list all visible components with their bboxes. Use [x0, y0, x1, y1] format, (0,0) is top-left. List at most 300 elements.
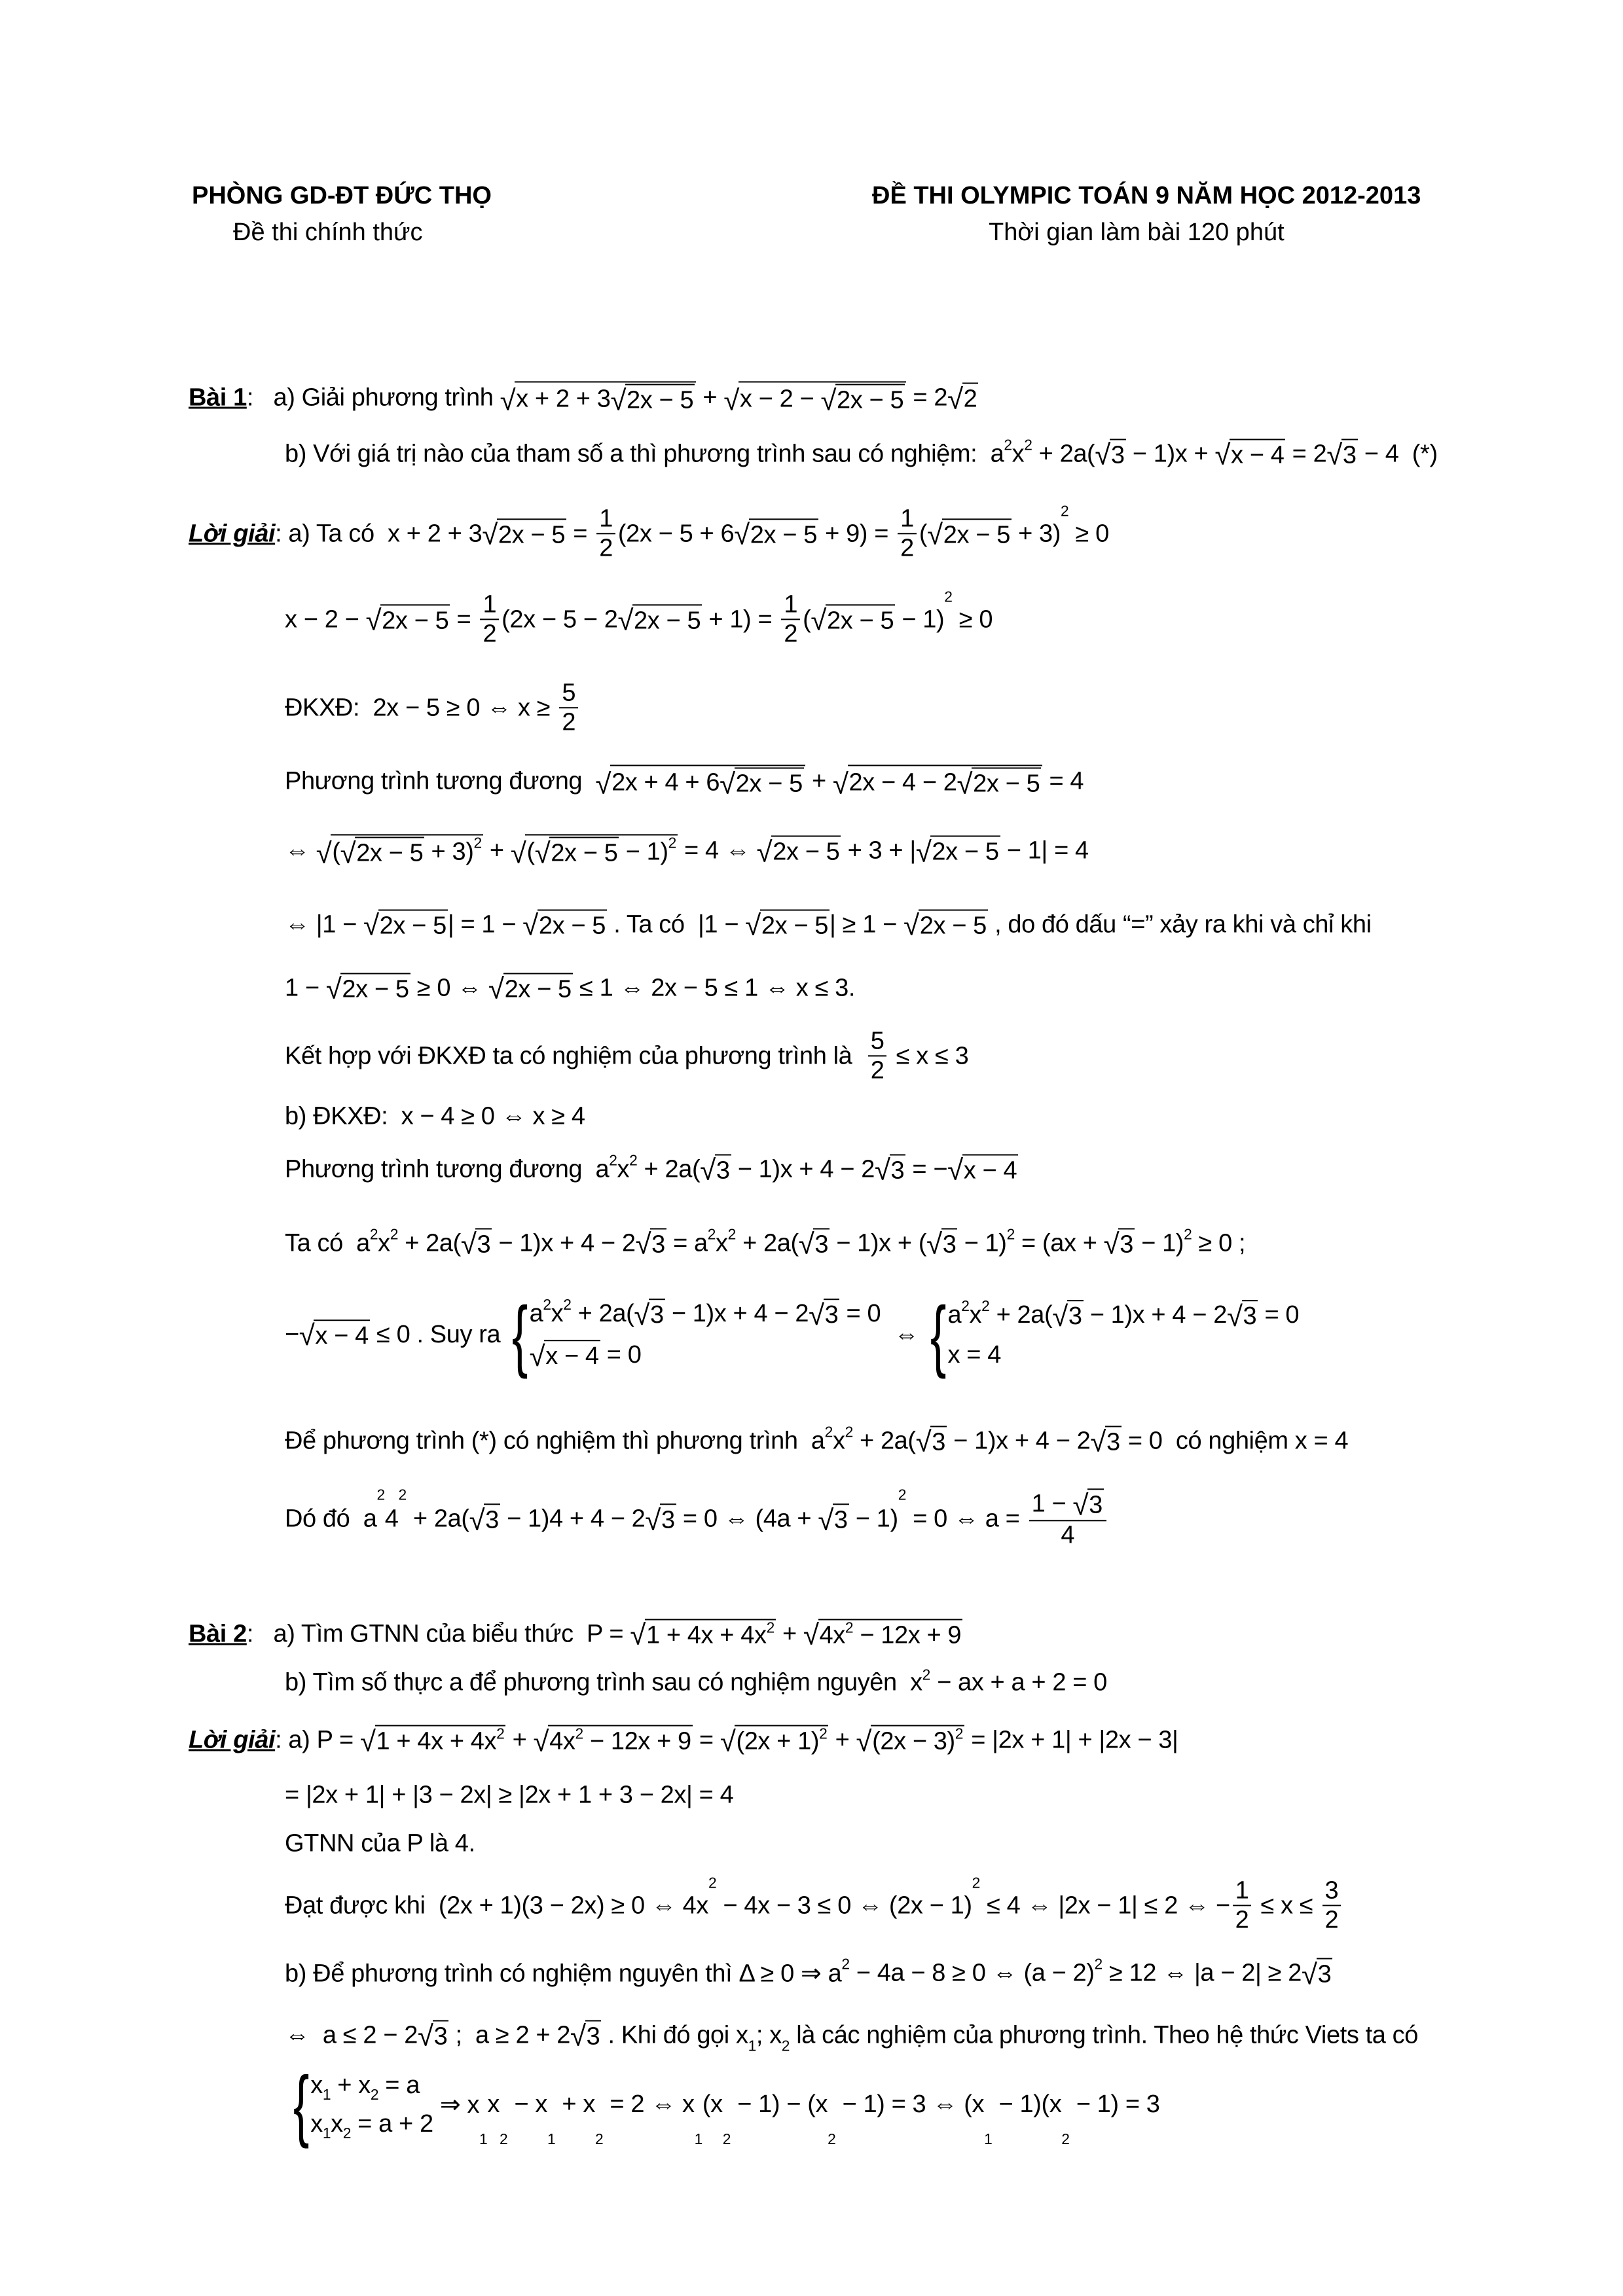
math-text: − 4 (*): [1357, 440, 1438, 468]
radicand: [378, 910, 448, 941]
text-line: [285, 1151, 1018, 1187]
radical-sign-icon: √: [617, 604, 634, 637]
math-text: (: [803, 605, 811, 633]
subscript: 2: [499, 2130, 508, 2148]
math-text: 2: [562, 708, 576, 736]
radical-sign-icon: √: [534, 837, 551, 870]
math-text: x: [310, 2109, 323, 2138]
math-text: = 4: [1042, 767, 1084, 795]
denominator: [781, 620, 800, 649]
text-line: [285, 910, 1372, 941]
square-root: [820, 384, 905, 415]
math-text: 3: [1110, 441, 1125, 469]
math-text: − 1): [895, 605, 945, 633]
math-text: 2x − 5: [356, 839, 424, 867]
text-line: [285, 2020, 1419, 2054]
math-text: 3: [814, 1230, 829, 1259]
math-text: − 1)x + 4 − 2: [665, 1300, 809, 1328]
math-text: = a: [666, 1229, 708, 1257]
math-text: 3: [942, 1230, 957, 1259]
radical-sign-icon: √: [756, 836, 773, 869]
math-group: [740, 384, 905, 415]
fraction: [781, 590, 800, 649]
math-text: 2: [1324, 1906, 1339, 1934]
math-text: − x: [507, 2090, 547, 2119]
radicand: [549, 837, 619, 868]
radicand: [1087, 1489, 1104, 1520]
math-text: − 1): [957, 1229, 1007, 1257]
text-line: [285, 1225, 1246, 1261]
superscript: 2: [961, 1297, 970, 1315]
square-root: [1052, 1300, 1083, 1331]
system-row: [530, 1340, 881, 1371]
square-root: [811, 604, 895, 635]
numerator: [868, 1027, 887, 1057]
square-root: [630, 1619, 775, 1649]
subscript: 2: [722, 2130, 731, 2148]
math-text: 3: [586, 2022, 600, 2051]
text-line: [189, 1725, 1178, 1756]
radical-sign-icon: √: [832, 768, 848, 800]
radical-sign-icon: √: [359, 1725, 376, 1758]
numerator: [898, 505, 917, 535]
math-text: 3: [1106, 1428, 1120, 1456]
subscript: 1: [322, 2085, 331, 2103]
math-text: 1: [599, 505, 613, 533]
radical-sign-icon: √: [325, 973, 342, 1005]
radical-sign-icon: √: [734, 518, 750, 551]
superscript: 2: [473, 834, 482, 852]
math-text: − 1)x + 4 − 2: [1083, 1301, 1227, 1329]
radical-sign-icon: √: [500, 384, 516, 417]
square-root: [856, 1725, 965, 1756]
denominator: [480, 620, 499, 649]
math-text: 1 −: [285, 974, 326, 1002]
radical-sign-icon: √: [529, 1340, 545, 1372]
square-root: [1302, 1958, 1332, 1989]
subscript: 1: [547, 2130, 556, 2148]
math-text: 3: [1120, 1230, 1133, 1259]
math-text: b) ĐKXĐ: x − 4 ≥ 0 ⇔ x ≥ 4: [285, 1102, 585, 1130]
equation-system: [507, 1289, 881, 1379]
square-root: [745, 910, 830, 941]
fraction: [480, 590, 499, 649]
square-root: [482, 518, 566, 549]
subscript: 2: [828, 2130, 836, 2148]
math-text: 4x: [819, 1621, 845, 1649]
square-root: [363, 910, 448, 941]
square-root: [809, 1299, 839, 1330]
square-root: [916, 836, 1000, 867]
system-row: [310, 2109, 433, 2142]
math-text: : a) P =: [275, 1726, 360, 1754]
curly-brace-icon: {: [930, 1289, 947, 1379]
math-text: = |2x + 1| + |3 − 2x| ≥ |2x + 1 + 3 − 2x| = 4: [285, 1781, 734, 1809]
math-text: : a) Tìm GTNN của biểu thức P =: [246, 1620, 630, 1648]
math-text: 3: [661, 1506, 675, 1534]
text-line: [285, 587, 993, 649]
radical-sign-icon: √: [634, 1299, 649, 1331]
square-root: [916, 1426, 947, 1456]
square-root: [818, 1504, 848, 1535]
square-root: [757, 836, 841, 867]
text-line: [285, 1830, 475, 1858]
numerator: [1029, 1489, 1106, 1522]
math-group: [332, 834, 482, 870]
radicand: [1317, 1958, 1333, 1989]
math-text: + 2a(: [1032, 440, 1095, 468]
math-text: ≥ 12 ⇔ |a − 2| ≥ 2: [1102, 1959, 1302, 1987]
square-root: [570, 2020, 601, 2051]
math-text: ≤ x ≤ 3: [889, 1042, 969, 1070]
math-text: + 3): [424, 838, 474, 866]
fraction: [559, 679, 578, 737]
math-text: 3: [649, 1301, 664, 1329]
radicand: [749, 518, 818, 549]
math-text: − 12x + 9: [583, 1727, 691, 1755]
square-root: [700, 1155, 731, 1185]
radical-sign-icon: √: [809, 1299, 824, 1331]
math-text: 2: [963, 385, 977, 413]
curly-brace-icon: {: [293, 2060, 310, 2149]
math-text: 3: [716, 1157, 730, 1185]
square-root: [469, 1504, 500, 1535]
math-text: ≤ x ≤: [1254, 1892, 1320, 1920]
math-text: − 1): [848, 1505, 898, 1533]
math-text: (2x − 5 + 6: [617, 520, 735, 548]
math-text: 3: [1317, 1960, 1332, 1988]
numerator: [1322, 1876, 1341, 1907]
square-root: [299, 1319, 370, 1350]
radicand: [538, 910, 607, 941]
curly-brace-icon: {: [512, 1289, 528, 1379]
math-text: x: [1012, 440, 1025, 468]
square-root: [803, 1619, 962, 1649]
radicand: [835, 384, 905, 415]
subscript: 2: [370, 2085, 379, 2103]
radical-sign-icon: √: [340, 837, 356, 870]
radical-sign-icon: √: [700, 1154, 716, 1187]
department-name: PHÒNG GD-ĐT ĐỨC THỌ: [192, 182, 492, 209]
radical-sign-icon: √: [723, 384, 739, 417]
math-group: [736, 1725, 828, 1756]
math-text: + 3): [1011, 520, 1061, 548]
radical-sign-icon: √: [803, 1619, 819, 1651]
fraction: [1233, 1876, 1252, 1935]
numerator: [480, 590, 499, 620]
math-group: [646, 1621, 775, 1649]
radicand: [771, 836, 841, 867]
exam-status: Đề thi chính thức: [233, 219, 423, 246]
radical-sign-icon: √: [418, 2020, 433, 2053]
math-text: 2x − 5: [382, 607, 449, 634]
math-text: x: [331, 2109, 343, 2138]
superscript: 2: [922, 1666, 930, 1683]
radicand: [548, 1725, 693, 1756]
radicand: [1067, 1300, 1084, 1331]
text-line: [285, 1423, 1349, 1458]
superscript: 2: [766, 1619, 775, 1636]
radical-sign-icon: √: [926, 1228, 942, 1261]
numerator: [596, 505, 615, 535]
math-text: x − 4: [1231, 441, 1285, 469]
math-text: x + 2 + 3: [516, 385, 611, 413]
math-text: ≤ 0 . Suy ra: [369, 1321, 507, 1348]
subscript: 1: [748, 2037, 756, 2054]
math-group: [611, 768, 804, 798]
math-text: : a) Ta có x + 2 + 3: [275, 520, 483, 548]
radicand: [919, 910, 988, 941]
radicand: [375, 1725, 506, 1756]
radicand: [610, 765, 805, 798]
square-root: [360, 1725, 505, 1756]
radicand: [813, 1228, 830, 1259]
radicand: [1110, 439, 1126, 470]
solution-label: Lời giải: [189, 1726, 276, 1754]
math-text: x: [378, 1229, 390, 1257]
math-text: 5: [870, 1026, 884, 1054]
math-text: a: [947, 1301, 962, 1329]
math-text: + 2a(: [735, 1229, 799, 1257]
math-text: + x: [331, 2071, 371, 2099]
superscript: 2: [609, 1151, 617, 1169]
math-text: 3: [824, 1301, 839, 1329]
math-text: =: [692, 1726, 720, 1754]
math-text: = −: [905, 1155, 948, 1183]
math-text: = 0: [1258, 1301, 1300, 1329]
section-label: Bài 2: [189, 1620, 247, 1648]
superscript: 2: [1061, 502, 1069, 520]
text-line: [285, 679, 581, 737]
superscript: 2: [824, 1423, 833, 1441]
superscript: 2: [1094, 1955, 1103, 1973]
radical-sign-icon: √: [811, 604, 826, 637]
square-root: [645, 1504, 676, 1535]
math-text: ⇔: [881, 1321, 926, 1348]
math-group: [872, 1725, 964, 1756]
square-root: [1326, 439, 1357, 470]
math-text: +: [505, 1726, 534, 1754]
math-text: x − 4: [963, 1157, 1017, 1185]
math-text: 2x − 5: [538, 912, 606, 940]
numerator: [781, 590, 800, 620]
square-root: [500, 382, 697, 415]
system-rows: [947, 1297, 1300, 1370]
math-group: [376, 1725, 505, 1756]
radicand: [585, 2020, 602, 2051]
radicand: [715, 1155, 731, 1185]
fraction: [868, 1027, 887, 1085]
math-text: . Ta có |1 −: [607, 910, 746, 939]
radicand: [1242, 1300, 1258, 1331]
math-text: (x: [702, 2090, 723, 2119]
math-text: − 1): [619, 838, 668, 866]
radical-sign-icon: √: [818, 1504, 833, 1536]
math-text: 2x − 5: [773, 838, 840, 866]
subscript: 1: [694, 2130, 702, 2148]
math-text: ≥ 0: [952, 605, 993, 633]
radical-sign-icon: √: [874, 1154, 890, 1187]
math-text: 2x − 5: [919, 912, 987, 940]
math-text: − 1) = 3: [1069, 2090, 1160, 2119]
math-text: ≥ 0 ⇔: [410, 974, 489, 1002]
denominator: [596, 535, 615, 564]
square-root: [636, 1228, 666, 1259]
radicand: [890, 1155, 906, 1185]
subscript: 2: [594, 2130, 604, 2148]
math-text: ⇔ a ≤ 2 − 2: [285, 2021, 418, 2049]
math-text: 4: [384, 1505, 399, 1533]
math-text: + 2a(: [852, 1427, 916, 1455]
superscript: 2: [496, 1725, 505, 1742]
math-text: 2x − 5: [837, 386, 904, 414]
square-root: [903, 910, 988, 941]
math-text: + 2a(: [571, 1300, 634, 1328]
radicand: [1105, 1426, 1122, 1456]
square-root: [927, 518, 1012, 549]
radical-sign-icon: √: [1214, 439, 1231, 471]
denominator: [559, 709, 578, 738]
math-text: 2: [599, 534, 613, 562]
math-text: 2: [900, 534, 914, 562]
math-text: b) Để phương trình có nghiệm nguyên thì Δ ≥ 0 ⇒ a: [285, 1960, 842, 1988]
math-text: ĐKXĐ: 2x − 5 ≥ 0 ⇔ x ≥: [285, 694, 557, 722]
radicand: [735, 768, 804, 798]
superscript: 2: [944, 587, 953, 605]
radical-sign-icon: √: [1072, 1489, 1089, 1522]
math-text: +: [775, 1620, 803, 1648]
radicand: [818, 1619, 963, 1649]
superscript: 2: [390, 1225, 399, 1243]
radical-sign-icon: √: [1090, 1426, 1106, 1458]
radical-sign-icon: √: [469, 1504, 485, 1536]
math-text: − 1)(x: [992, 2090, 1062, 2119]
math-text: (2x − 3): [872, 1727, 955, 1755]
radical-sign-icon: √: [1226, 1300, 1243, 1333]
math-text: = 0 ⇔ (4a +: [676, 1505, 818, 1533]
radicand: [826, 604, 895, 635]
square-root: [418, 2020, 448, 2051]
math-text: ⇔ |1 −: [285, 910, 364, 939]
math-text: x: [310, 2071, 323, 2099]
superscript: 2: [981, 1297, 990, 1315]
section-label: Bài 1: [189, 384, 247, 412]
math-text: x = 4: [947, 1341, 1001, 1369]
text-line: [285, 1486, 1109, 1550]
square-root: [488, 973, 573, 1003]
exam-title: ĐỀ THI OLYMPIC TOÁN 9 NĂM HỌC 2012-2013: [872, 182, 1421, 209]
radicand: [650, 1228, 666, 1259]
square-root: [875, 1155, 905, 1185]
square-root: [530, 1340, 600, 1371]
math-text: = 0: [600, 1341, 642, 1369]
radical-sign-icon: √: [1326, 439, 1342, 471]
math-text: − 1| = 4: [1000, 836, 1089, 865]
superscript: 2: [819, 1725, 828, 1742]
radical-sign-icon: √: [957, 768, 973, 800]
math-text: + 2a(: [989, 1301, 1053, 1329]
math-text: (: [526, 838, 535, 866]
square-root: [617, 604, 702, 635]
math-text: = 0 có nghiệm x = 4: [1121, 1427, 1349, 1455]
subscript: 2: [342, 2124, 351, 2142]
math-text: Phương trình tương đương: [285, 767, 596, 795]
math-text: 2x − 5: [827, 607, 894, 634]
math-text: + x: [555, 2090, 595, 2119]
math-text: 2x − 5: [750, 521, 817, 549]
superscript: 2: [563, 1296, 572, 1314]
radicand: [331, 834, 483, 868]
radicand: [1341, 439, 1358, 470]
system-row: [947, 1297, 1300, 1333]
math-text: 1: [784, 590, 798, 618]
text-line: [285, 1027, 968, 1085]
superscript: 2: [898, 1486, 907, 1503]
system-rows: [529, 1296, 881, 1372]
math-text: 3: [1068, 1302, 1082, 1331]
superscript: 2: [707, 1225, 716, 1243]
radical-sign-icon: √: [533, 1725, 549, 1758]
math-text: − 1): [1134, 1229, 1184, 1257]
square-root: [522, 910, 607, 941]
superscript: 2: [629, 1151, 638, 1169]
radical-sign-icon: √: [820, 384, 837, 417]
radical-sign-icon: √: [1052, 1300, 1068, 1333]
text-line: [285, 1102, 585, 1130]
radical-sign-icon: √: [610, 384, 627, 417]
math-text: (2x − 5 − 2: [501, 605, 618, 633]
denominator: [1233, 1907, 1252, 1935]
radicand: [625, 384, 695, 415]
math-group: [1032, 1489, 1104, 1520]
math-text: x − 4: [545, 1342, 599, 1371]
math-text: 2x − 5: [342, 975, 409, 1003]
radical-sign-icon: √: [903, 909, 919, 942]
math-text: 5: [562, 679, 576, 707]
math-text: 2: [1235, 1906, 1249, 1934]
radicand: [824, 1299, 840, 1330]
math-text: x − 2 −: [739, 385, 821, 413]
math-text: − 1)4 + 4 − 2: [500, 1505, 646, 1533]
text-line: [285, 1289, 1300, 1379]
radicand: [475, 1228, 492, 1259]
math-text: ≥ 0: [1068, 520, 1109, 548]
math-text: 3: [1243, 1302, 1257, 1331]
radicand: [340, 973, 410, 1003]
math-group: [526, 834, 676, 870]
math-text: 2x − 5: [932, 838, 999, 866]
subscript: 1: [322, 2124, 331, 2142]
radicand: [525, 834, 677, 868]
radical-sign-icon: √: [522, 909, 538, 942]
system-row: [529, 1296, 881, 1331]
math-text: 2x − 5: [498, 521, 566, 549]
math-text: x: [617, 1155, 630, 1183]
math-text: = a: [378, 2071, 420, 2099]
square-root: [720, 768, 804, 798]
math-text: x − 2 −: [285, 605, 366, 633]
radical-sign-icon: √: [856, 1725, 872, 1758]
superscript: 2: [1184, 1225, 1192, 1243]
math-text: 3: [1324, 1876, 1339, 1904]
radical-sign-icon: √: [635, 1228, 651, 1261]
numerator: [559, 679, 578, 709]
math-group: [820, 1621, 962, 1649]
radical-sign-icon: √: [1302, 1958, 1317, 1991]
equation-system: [925, 1289, 1300, 1379]
square-root: [366, 604, 450, 635]
math-text: (: [332, 838, 340, 866]
